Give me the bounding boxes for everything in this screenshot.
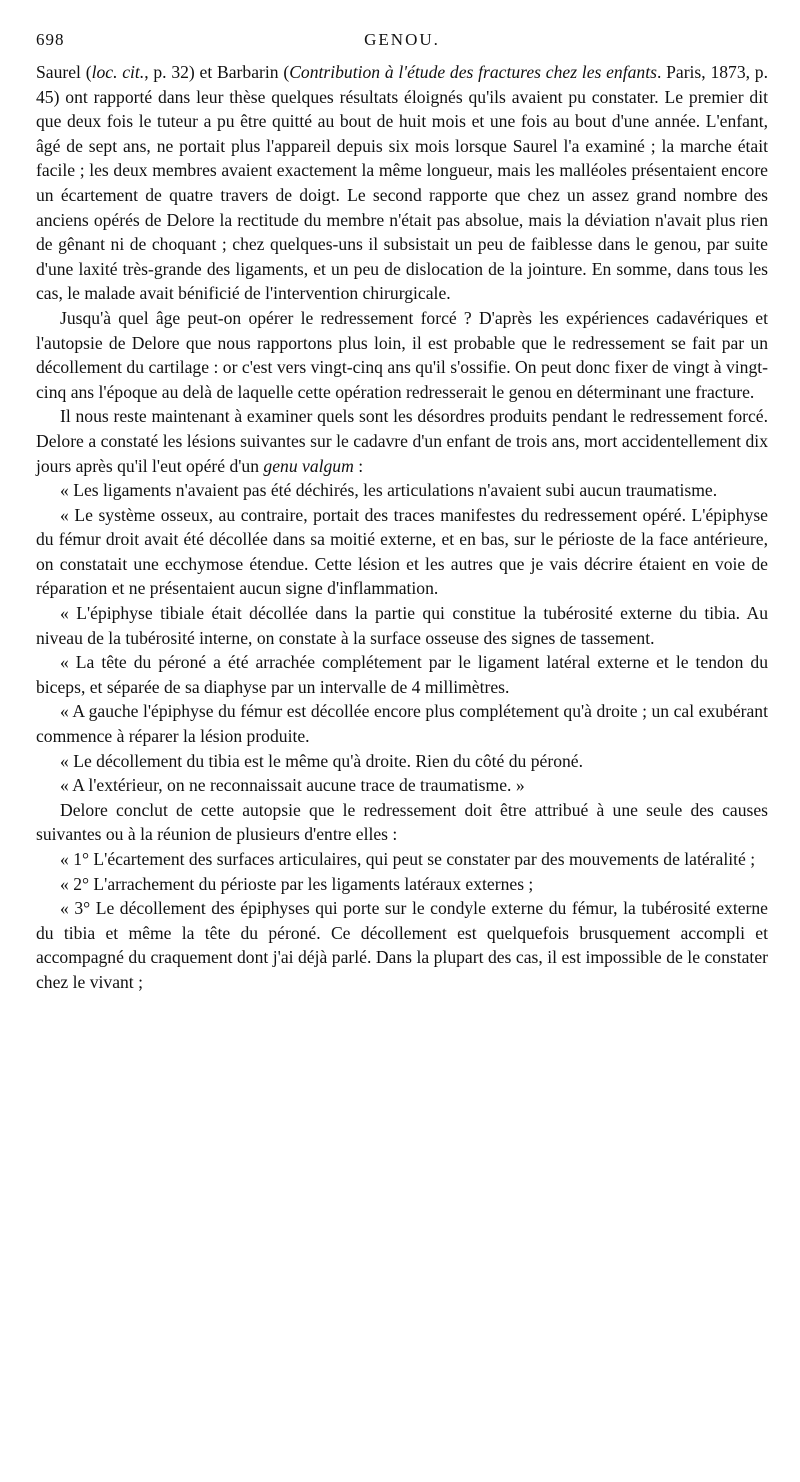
text-segment: « La tête du péroné a été arrachée complétement par le ligament latéral externe et le tendon du biceps, et séparée de sa diaphyse par un intervalle de 4 millimètres.: [36, 652, 768, 697]
quoted-paragraph: [36, 773, 768, 798]
italic-text: Contribution à l'étude des fractures chez les enfants: [289, 62, 657, 82]
quoted-paragraph: [36, 601, 768, 650]
book-page: [36, 30, 768, 995]
text-segment: , p. 32) et Barbarin (: [144, 62, 290, 82]
text-segment: Jusqu'à quel âge peut-on opérer le redressement forcé ? D'après les expériences cadavériques et l'autopsie de Delore que nous rapportons plus loin, il est probable que le redressement se fait par un décollement du cartilage : or c'est vers vingt-cinq ans qu'il s'ossifie. On peut donc fixer de vingt à vingt-cinq ans l'époque au delà de laquelle cette opération redresserait le genou en déterminant une fracture.: [36, 307, 768, 402]
text-segment: . Paris, 1873, p. 45) ont rapporté dans leur thèse quelques résultats éloignés qu'ils avaient pu constater. Le premier dit que deux fois le tuteur a pu être quitté au bout de huit mois et une fois au bout d'une année. L'enfant, âgé de sept ans, ne portait plus l'appareil depuis six mois lorsque Saurel l'a examiné ; la marche était facile ; les deux membres avaient exactement la même longueur, mais les malléoles présentaient encore un écartement de quatre travers de doigt. Le second rapporte que chez un assez grand nombre des anciens opérés de Delore la rectitude du membre n'était pas absolue, mais la déviation n'avait plus rien de gênant ni de choquant ; chez quelques-uns il subsistait un peu de faiblesse dans le genou, par suite d'une laxité très-grande des ligaments, et un peu de dislocation de la jointure. En somme, dans tous les cas, le malade avait bénificié de l'intervention chirurgicale.: [36, 62, 768, 304]
text-segment: « 2° L'arrachement du périoste par les ligaments latéraux externes ;: [60, 873, 534, 894]
text-segment: « Le décollement du tibia est le même qu'à droite. Rien du côté du péroné.: [60, 750, 583, 771]
text-segment: « Les ligaments n'avaient pas été déchirés, les articulations n'avaient subi aucun traumatisme.: [60, 480, 718, 501]
page-number: 698: [36, 30, 65, 49]
quoted-paragraph: [36, 749, 768, 774]
quoted-paragraph: [36, 872, 768, 897]
quoted-paragraph: [36, 699, 768, 748]
body-paragraph: [36, 404, 768, 478]
body-paragraph: [36, 306, 768, 404]
quoted-paragraph: [36, 503, 768, 601]
text-segment: :: [353, 455, 364, 476]
text-segment: « L'épiphyse tibiale était décollée dans la partie qui constitue la tubérosité externe du tibia. Au niveau de la tubérosité interne, on constate à la surface osseuse des signes de tassement.: [36, 603, 768, 648]
text-segment: « Le système osseux, au contraire, portait des traces manifestes du redressement opéré. L'épiphyse du fémur droit avait été décollée dans sa moitié externe, et en bas, sur le périoste de la face antérieure, on constatait une ecchymose étendue. Cette lésion et les autres que je vais décrire étaient en voie de réparation et ne présentaient aucun signe d'inflammation.: [36, 504, 768, 599]
quoted-paragraph: [36, 847, 768, 872]
text-segment: « A gauche l'épiphyse du fémur est décollée encore plus complétement qu'à droite ; un cal exubérant commence à réparer la lésion produite.: [36, 701, 768, 747]
text-segment: Saurel (: [36, 62, 92, 82]
quoted-paragraph: [36, 896, 768, 994]
body-text: [36, 60, 768, 995]
text-segment: Delore conclut de cette autopsie que le redressement doit être attribué à une seule des causes suivantes ou à la réunion de plusieurs d'entre elles :: [36, 799, 768, 845]
text-segment: Il nous reste maintenant à examiner quels sont les désordres produits pendant le redressement forcé. Delore a constaté les lésions suivantes sur le cadavre d'un enfant de trois ans, mort accidentellement dix jours après qu'il l'eut opéré d'un: [36, 406, 768, 476]
quoted-paragraph: [36, 650, 768, 699]
page-header: [36, 30, 768, 60]
running-title: GENOU.: [364, 30, 440, 49]
body-paragraph: [36, 798, 768, 847]
text-segment: « 1° L'écartement des surfaces articulaires, qui peut se constater par des mouvements de latéralité ;: [60, 849, 756, 869]
quoted-paragraph: [36, 478, 768, 503]
text-segment: « 3° Le décollement des épiphyses qui porte sur le condyle externe du fémur, la tubérosité externe du tibia et même la tête du péroné. Ce décollement est quelquefois brusquement accompli et accompagné du craquement dont j'ai déjà parlé. Dans la plupart des cas, il est impossible de le constater chez le vivant ;: [36, 898, 768, 992]
italic-text: loc. cit.: [91, 62, 145, 82]
italic-text: genu valgum: [263, 455, 354, 476]
text-segment: « A l'extérieur, on ne reconnaissait aucune trace de traumatisme. »: [60, 775, 525, 796]
body-paragraph: [36, 60, 768, 306]
